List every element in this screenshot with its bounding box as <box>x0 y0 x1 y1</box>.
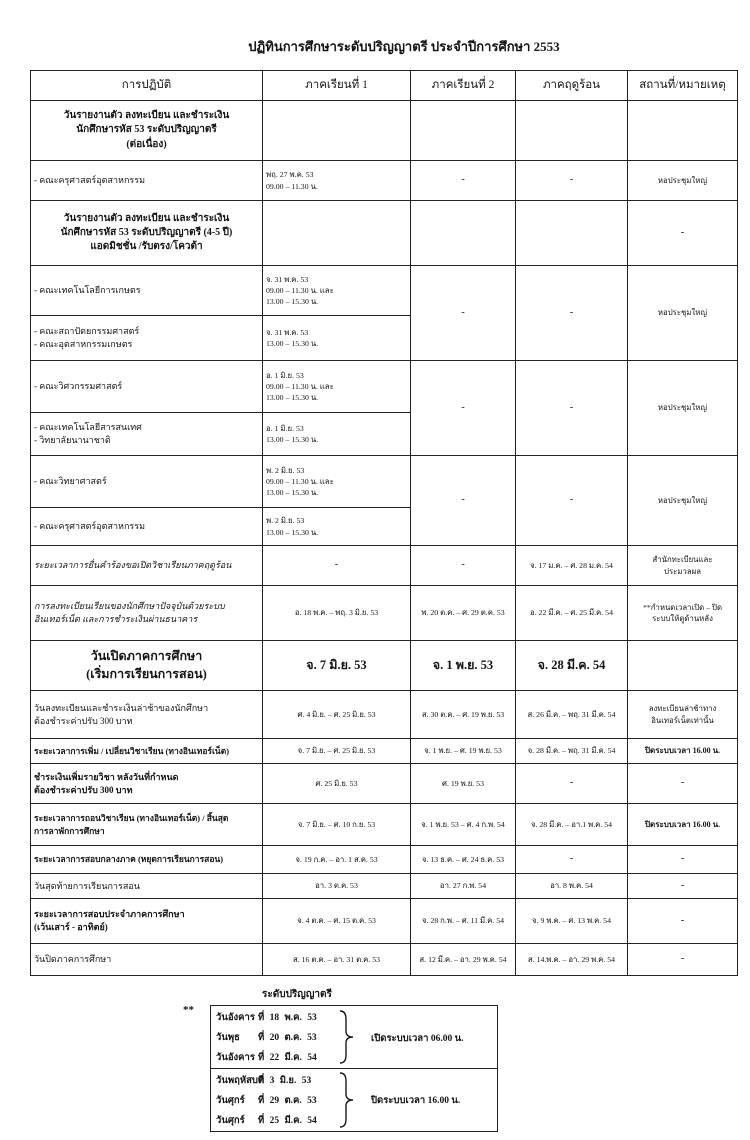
semester1-cell: จ. 31 พ.ค. 53 09.00 – 11.30 น. และ 13.00 – 15.30 น. <box>263 266 411 316</box>
semester1-cell: จ. 19 ก.ค. – อา. 1 ส.ค. 53 <box>263 846 411 874</box>
close-day-row <box>216 1092 317 1111</box>
semester2-cell: - <box>411 546 516 586</box>
table-row <box>31 764 738 804</box>
table-row <box>31 874 738 899</box>
weekday-label: วันศุกร์ <box>216 1116 245 1126</box>
curly-brace-icon <box>339 1072 355 1128</box>
note-cell: สำนักทะเบียนและ ประมวลผล <box>628 546 738 586</box>
note-cell: หอประชุมใหญ่ <box>628 456 738 546</box>
table-row <box>31 266 738 316</box>
system-hours-box <box>210 1005 498 1132</box>
note-cell: ลงทะเบียนล่าช้าทาง อินเทอร์เน็ตเท่านั้น <box>628 691 738 739</box>
col-header-note: สถานที่/หมายเหตุ <box>628 71 738 101</box>
semester1-cell: จ. 31 พ.ค. 53 13.00 – 15.30 น. <box>263 316 411 361</box>
open-day-row <box>216 1009 317 1028</box>
summer-cell: - <box>516 846 628 874</box>
note-cell: หอประชุมใหญ่ <box>628 161 738 201</box>
activity-cell: การลงทะเบียนเรียนของนักศึกษาปัจจุบันด้วยระบบ อินเทอร์เน็ต และการชำระเงินผ่านธนาคาร <box>31 586 263 641</box>
close-time-label: ปิดระบบเวลา 16.00 น. <box>371 1096 461 1106</box>
activity-cell: วันสุดท้ายการเรียนการสอน <box>31 874 263 899</box>
table-row <box>31 161 738 201</box>
summer-cell: จ. 9 พ.ค. – ศ. 13 พ.ค. 54 <box>516 899 628 944</box>
summer-cell: - <box>516 266 628 361</box>
semester1-cell: อ. 1 มิ.ย. 53 09.00 – 11.30 น. และ 13.00 – 15.30 น. <box>263 361 411 413</box>
date-label: ที่ 29 ต.ค. 53 <box>258 1096 317 1106</box>
weekday-label: วันพฤหัสบดี <box>216 1076 265 1086</box>
summer-cell: อา. 8 พ.ค. 54 <box>516 874 628 899</box>
summer-cell: ส. 26 มี.ค. – พฤ. 31 มี.ค. 54 <box>516 691 628 739</box>
date-label: ที่ 3 มิ.ย. 53 <box>258 1076 312 1086</box>
weekday-label: วันอังคาร <box>216 1013 255 1023</box>
date-label: ที่ 20 ต.ค. 53 <box>258 1033 317 1043</box>
summer-cell <box>516 101 628 161</box>
table-row <box>31 546 738 586</box>
open-time-label: เปิดระบบเวลา 06.00 น. <box>371 1034 464 1044</box>
semester1-cell: จ. 4 ต.ค. – ศ. 15 ต.ค. 53 <box>263 899 411 944</box>
summer-cell: จ. 17 ม.ค. – ศ. 28 ม.ค. 54 <box>516 546 628 586</box>
col-header-semester2: ภาคเรียนที่ 2 <box>411 71 516 101</box>
semester1-cell: ศ. 25 มิ.ย. 53 <box>263 764 411 804</box>
activity-cell: วันรายงานตัว ลงทะเบียน และชำระเงิน นักศึกษารหัส 53 ระดับปริญญาตรี (4-5 ปี) แอดมิชชั่น /รับตรง/โควต้า <box>31 201 263 266</box>
activity-cell: - คณะเทคโนโลยีการเกษตร <box>31 266 263 316</box>
activity-cell: - คณะวิทยาศาสตร์ <box>31 456 263 508</box>
semester1-cell: ศ. 4 มิ.ย. – ศ. 25 มิ.ย. 53 <box>263 691 411 739</box>
semester1-cell: จ. 7 มิ.ย. – ศ. 25 มิ.ย. 53 <box>263 739 411 764</box>
semester2-cell <box>411 101 516 161</box>
note-cell: หอประชุมใหญ่ <box>628 266 738 361</box>
note-cell: หอประชุมใหญ่ <box>628 361 738 456</box>
semester1-cell: พฤ. 27 พ.ค. 53 09.00 – 11.30 น. <box>263 161 411 201</box>
curly-brace-icon <box>339 1010 355 1064</box>
table-row <box>31 361 738 413</box>
semester2-cell <box>411 201 516 266</box>
note-cell: - <box>628 944 738 976</box>
note-cell: - <box>628 846 738 874</box>
summer-cell: ส. 14.พ.ค. – อา. 29 พ.ค. 54 <box>516 944 628 976</box>
open-day-row <box>216 1029 317 1048</box>
date-label: ที่ 18 พ.ค. 53 <box>258 1013 317 1023</box>
summer-cell: - <box>516 161 628 201</box>
semester2-cell: จ. 13 ธ.ค. – ศ. 24 ธ.ค. 53 <box>411 846 516 874</box>
footnote-marker: ** <box>183 1004 194 1016</box>
semester1-cell <box>263 201 411 266</box>
table-row <box>31 739 738 764</box>
table-row <box>31 899 738 944</box>
semester1-cell: จ. 7 มิ.ย. – ศ. 10 ก.ย. 53 <box>263 804 411 846</box>
close-day-row <box>216 1112 317 1131</box>
table-row <box>31 691 738 739</box>
note-cell: - <box>628 201 738 266</box>
header-row <box>31 71 738 101</box>
summer-cell <box>516 201 628 266</box>
semester1-cell: - <box>263 546 411 586</box>
table-row <box>31 641 738 691</box>
semester1-cell: อ. 18 พ.ค. – พฤ. 3 มิ.ย. 53 <box>263 586 411 641</box>
semester2-cell: จ. 1 พ.ย. – ศ. 19 พ.ย. 53 <box>411 739 516 764</box>
activity-cell: วันเปิดภาคการศึกษา (เริ่มการเรียนการสอน) <box>31 641 263 691</box>
summer-cell: - <box>516 361 628 456</box>
activity-cell: ระยะเวลาการสอบกลางภาค (หยุดการเรียนการสอน) <box>31 846 263 874</box>
semester1-cell: จ. 7 มิ.ย. 53 <box>263 641 411 691</box>
semester1-cell: อา. 3 ต.ค. 53 <box>263 874 411 899</box>
semester1-cell <box>263 101 411 161</box>
note-cell: - <box>628 764 738 804</box>
weekday-label: วันศุกร์ <box>216 1096 245 1106</box>
summer-cell: - <box>516 764 628 804</box>
summer-cell: จ. 28 มี.ค. – พฤ. 31 มี.ค. 54 <box>516 739 628 764</box>
semester2-cell: - <box>411 456 516 546</box>
activity-cell: - คณะสถาปัตยกรรมศาสตร์ - คณะอุตสาหกรรมเกษตร <box>31 316 263 361</box>
close-day-row <box>216 1072 311 1091</box>
semester2-cell: อา. 27 ก.พ. 54 <box>411 874 516 899</box>
note-cell <box>628 641 738 691</box>
activity-cell: ชำระเงินเพิ่มรายวิชา หลังวันที่กำหนด ต้องชำระค่าปรับ 300 บาท <box>31 764 263 804</box>
page-title: ปฏิทินการศึกษาระดับปริญญาตรี ประจำปีการศึกษา 2553 <box>248 39 560 54</box>
semester2-cell: ส. 12 มี.ค. – อา. 29 พ.ค. 54 <box>411 944 516 976</box>
semester2-cell: ส. 30 ต.ค. – ศ. 19 พ.ย. 53 <box>411 691 516 739</box>
col-header-semester1: ภาคเรียนที่ 1 <box>263 71 411 101</box>
note-cell: ปิดระบบเวลา 16.00 น. <box>628 804 738 846</box>
activity-cell: ระยะเวลาการสอบประจำภาคการศึกษา (เว้นเสาร์ - อาทิตย์) <box>31 899 263 944</box>
section-divider <box>211 1068 497 1069</box>
table-row <box>31 846 738 874</box>
activity-cell: - คณะครุศาสตร์อุตสาหกรรม <box>31 508 263 546</box>
activity-cell: ระยะเวลาการถอนวิชาเรียน (ทางอินเทอร์เน็ต) / สิ้นสุด การลาพักการศึกษา <box>31 804 263 846</box>
summer-cell: - <box>516 456 628 546</box>
note-cell <box>628 101 738 161</box>
col-header-activity: การปฏิบัติ <box>31 71 263 101</box>
summer-cell: อ. 22 มี.ค. – ศ. 25 มี.ค. 54 <box>516 586 628 641</box>
footnote-heading: ระดับปริญญาตรี <box>262 989 332 1000</box>
semester1-cell: อ. 1 มิ.ย. 53 13.00 – 15.30 น. <box>263 413 411 456</box>
activity-cell: ระยะเวลาการยื่นคำร้องขอเปิดวิชาเรียนภาคฤดูร้อน <box>31 546 263 586</box>
activity-cell: ระยะเวลาการเพิ่ม / เปลี่ยนวิชาเรียน (ทางอินเทอร์เน็ต) <box>31 739 263 764</box>
table-row <box>31 804 738 846</box>
activity-cell: - คณะวิศวกรรมศาสตร์ <box>31 361 263 413</box>
note-cell: **กำหนดเวลาเปิด – ปิด ระบบให้ดูด้านหลัง <box>628 586 738 641</box>
note-cell: ปิดระบบเวลา 16.00 น. <box>628 739 738 764</box>
note-cell: - <box>628 874 738 899</box>
activity-cell: วันลงทะเบียนและชำระเงินล่าช้าของนักศึกษา ต้องชำระค่าปรับ 300 บาท <box>31 691 263 739</box>
activity-cell: วันปิดภาคการศึกษา <box>31 944 263 976</box>
activity-cell: - คณะครุศาสตร์อุตสาหกรรม <box>31 161 263 201</box>
note-cell: - <box>628 899 738 944</box>
date-label: ที่ 25 มี.ค. 54 <box>258 1116 317 1126</box>
summer-cell: จ. 28 มี.ค. – อา.1 พ.ค. 54 <box>516 804 628 846</box>
semester1-cell: ส. 16 ต.ค. – อา. 31 ต.ค. 53 <box>263 944 411 976</box>
semester2-cell: จ. 1 พ.ย. 53 – ศ. 4 ก.พ. 54 <box>411 804 516 846</box>
semester2-cell: - <box>411 361 516 456</box>
table-row <box>31 586 738 641</box>
academic-calendar-table <box>30 70 738 976</box>
semester1-cell: พ. 2 มิ.ย. 53 13.00 – 15.30 น. <box>263 508 411 546</box>
activity-cell: วันรายงานตัว ลงทะเบียน และชำระเงิน นักศึกษารหัส 53 ระดับปริญญาตรี (ต่อเนื่อง) <box>31 101 263 161</box>
table-row <box>31 944 738 976</box>
summer-cell: จ. 28 มี.ค. 54 <box>516 641 628 691</box>
open-day-row <box>216 1049 317 1068</box>
col-header-summer: ภาคฤดูร้อน <box>516 71 628 101</box>
table-row <box>31 201 738 266</box>
activity-cell: - คณะเทคโนโลยีสารสนเทศ - วิทยาลัยนานาชาติ <box>31 413 263 456</box>
semester2-cell: จ. 28 ก.พ. – ศ. 11 มี.ค. 54 <box>411 899 516 944</box>
semester2-cell: จ. 1 พ.ย. 53 <box>411 641 516 691</box>
semester2-cell: พ. 20 ต.ค. – ศ. 29 ต.ค. 53 <box>411 586 516 641</box>
semester2-cell: - <box>411 266 516 361</box>
date-label: ที่ 22 มี.ค. 54 <box>258 1053 317 1063</box>
semester1-cell: พ. 2 มิ.ย. 53 09.00 – 11.30 น. และ 13.00 – 15.30 น. <box>263 456 411 508</box>
table-row <box>31 456 738 508</box>
semester2-cell: ศ. 19 พ.ย. 53 <box>411 764 516 804</box>
table-row <box>31 101 738 161</box>
weekday-label: วันอังคาร <box>216 1053 255 1063</box>
weekday-label: วันพุธ <box>216 1033 240 1043</box>
semester2-cell: - <box>411 161 516 201</box>
